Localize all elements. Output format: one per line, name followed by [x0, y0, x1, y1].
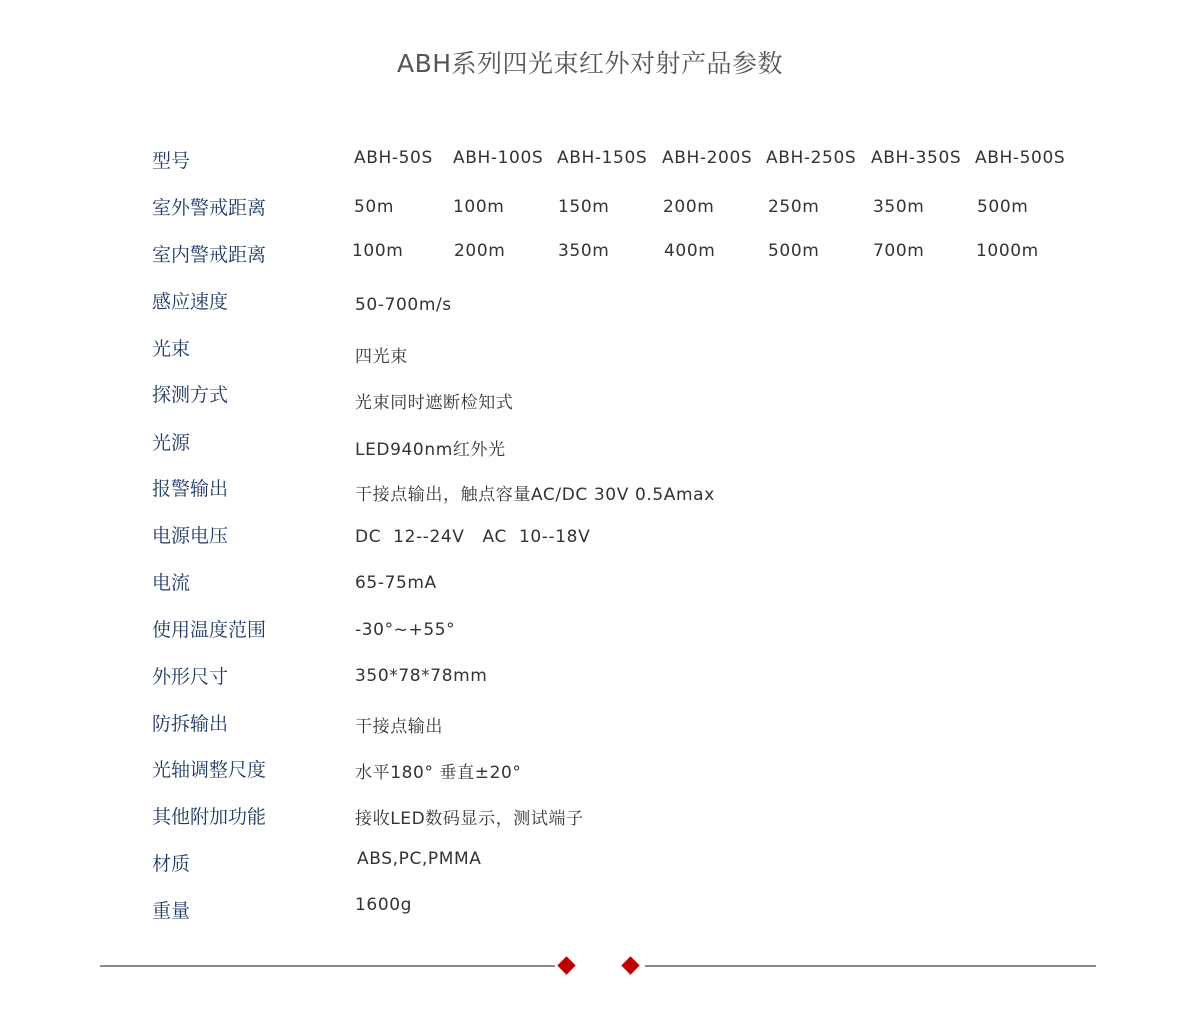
- diamond-ornament-right: [621, 956, 639, 974]
- spec-value-tamper-output: 干接点输出: [355, 717, 443, 737]
- spec-value-alarm-output: 干接点输出，触点容量AC/DC 30V 0.5Amax: [355, 485, 715, 505]
- outdoor-range-value: 50m: [354, 197, 394, 217]
- spec-label-optical-axis-adjustment: 光轴调整尺度: [152, 759, 267, 781]
- spec-value-optical-axis-adjustment: 水平180° 垂直±20°: [355, 763, 522, 783]
- spec-value-light-source: LED940nm红外光: [355, 440, 506, 460]
- spec-label-beam: 光束: [152, 338, 191, 360]
- spec-label-supply-voltage: 电源电压: [152, 525, 229, 547]
- spec-label-light-source: 光源: [152, 432, 191, 454]
- spec-label-response-speed: 感应速度: [152, 291, 229, 313]
- spec-value-dimensions: 350*78*78mm: [355, 666, 488, 686]
- spec-label-outdoor-range: 室外警戒距离: [152, 197, 267, 219]
- spec-label-indoor-range: 室内警戒距离: [152, 244, 267, 266]
- page-title: ABH系列四光束红外对射产品参数: [396, 49, 784, 78]
- spec-value-material: ABS,PC,PMMA: [357, 849, 482, 869]
- outdoor-range-value: 100m: [453, 197, 505, 217]
- spec-label-operating-temperature: 使用温度范围: [152, 619, 267, 641]
- spec-label-alarm-output: 报警输出: [152, 478, 229, 500]
- outdoor-range-value: 150m: [558, 197, 610, 217]
- spec-label-tamper-output: 防拆输出: [152, 713, 229, 735]
- spec-label-weight: 重量: [152, 900, 191, 922]
- divider-line-left: [100, 965, 555, 967]
- model-value: ABH-350S: [871, 148, 962, 168]
- spec-label-model: 型号: [152, 150, 191, 172]
- spec-value-response-speed: 50-700m/s: [355, 295, 452, 315]
- outdoor-range-value: 200m: [663, 197, 715, 217]
- spec-label-dimensions: 外形尺寸: [152, 666, 229, 688]
- spec-value-operating-temperature: -30°~+55°: [355, 620, 456, 640]
- spec-label-additional-functions: 其他附加功能: [152, 806, 267, 828]
- spec-label-detection-method: 探测方式: [152, 384, 229, 406]
- indoor-range-value: 400m: [664, 241, 716, 261]
- divider-line-right: [645, 965, 1096, 967]
- indoor-range-value: 500m: [768, 241, 820, 261]
- model-value: ABH-100S: [453, 148, 544, 168]
- spec-value-weight: 1600g: [355, 895, 413, 915]
- model-value: ABH-200S: [662, 148, 753, 168]
- indoor-range-value: 200m: [454, 241, 506, 261]
- spec-value-detection-method: 光束同时遮断检知式: [355, 393, 514, 413]
- model-value: ABH-50S: [354, 148, 433, 168]
- model-value: ABH-500S: [975, 148, 1066, 168]
- outdoor-range-value: 350m: [873, 197, 925, 217]
- spec-value-additional-functions: 接收LED数码显示，测试端子: [355, 809, 584, 829]
- spec-value-supply-voltage: DC 12--24V AC 10--18V: [355, 527, 591, 547]
- indoor-range-value: 700m: [873, 241, 925, 261]
- spec-label-current: 电流: [152, 572, 191, 594]
- indoor-range-value: 100m: [352, 241, 404, 261]
- indoor-range-value: 350m: [558, 241, 610, 261]
- diamond-ornament-left: [557, 956, 575, 974]
- outdoor-range-value: 500m: [977, 197, 1029, 217]
- outdoor-range-value: 250m: [768, 197, 820, 217]
- spec-label-material: 材质: [152, 853, 191, 875]
- spec-value-current: 65-75mA: [355, 573, 437, 593]
- indoor-range-value: 1000m: [976, 241, 1039, 261]
- model-value: ABH-250S: [766, 148, 857, 168]
- model-value: ABH-150S: [557, 148, 648, 168]
- spec-value-beam: 四光束: [355, 347, 408, 367]
